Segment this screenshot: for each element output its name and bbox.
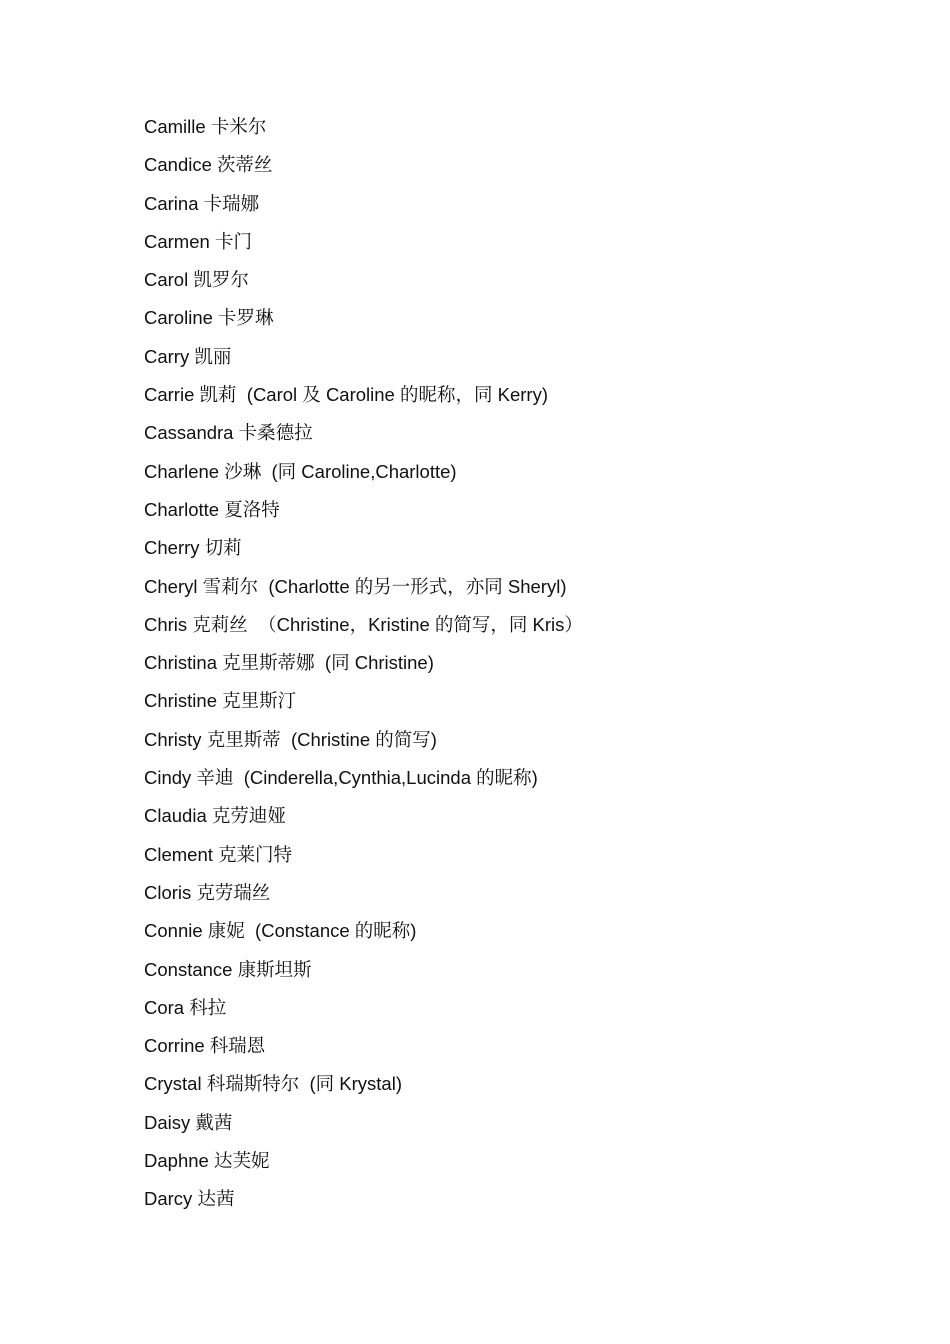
list-item: Christy 克里斯蒂 (Christine 的简写) [144, 728, 437, 750]
list-item: Carmen 卡门 [144, 230, 252, 252]
list-item: Daisy 戴茜 [144, 1111, 233, 1133]
list-item: Crystal 科瑞斯特尔 (同 Krystal) [144, 1073, 402, 1095]
list-item: Corrine 科瑞恩 [144, 1035, 266, 1057]
list-item: Cindy 辛迪 (Cinderella,Cynthia,Lucinda 的昵称) [144, 767, 538, 789]
name-list [144, 113, 583, 1224]
list-item: Darcy 达茜 [144, 1188, 235, 1210]
list-item: Cassandra 卡桑德拉 [144, 422, 313, 444]
list-item: Camille 卡米尔 [144, 116, 267, 137]
list-item: Connie 康妮 (Constance 的昵称) [144, 920, 417, 942]
list-item: Cora 科拉 [144, 996, 227, 1018]
list-item: Claudia 克劳迪娅 [144, 805, 286, 827]
list-item: Constance 康斯坦斯 [144, 958, 312, 980]
list-item: Clement 克莱门特 [144, 843, 293, 865]
list-item: Christina 克里斯蒂娜 (同 Christine) [144, 652, 434, 674]
list-item: Cheryl 雪莉尔 (Charlotte 的另一形式，亦同 Sheryl) [144, 575, 567, 597]
list-item: Carrie 凯莉 (Carol 及 Caroline 的昵称，同 Kerry) [144, 384, 548, 406]
list-item: Cloris 克劳瑞丝 [144, 881, 271, 903]
list-item: Chris 克莉丝 （Christine，Kristine 的简写，同 Kris） [144, 613, 583, 635]
list-item: Daphne 达芙妮 [144, 1150, 270, 1172]
list-item: Charlotte 夏洛特 [144, 498, 280, 520]
list-item: Cherry 切莉 [144, 537, 242, 559]
list-item: Carol 凯罗尔 [144, 269, 249, 291]
list-item: Carry 凯丽 [144, 345, 232, 367]
list-item: Carina 卡瑞娜 [144, 192, 260, 214]
list-item: Candice 茨蒂丝 [144, 154, 273, 176]
list-item: Caroline 卡罗琳 [144, 307, 274, 329]
list-item: Christine 克里斯汀 [144, 690, 297, 712]
list-item: Charlene 沙琳 (同 Caroline,Charlotte) [144, 460, 457, 482]
